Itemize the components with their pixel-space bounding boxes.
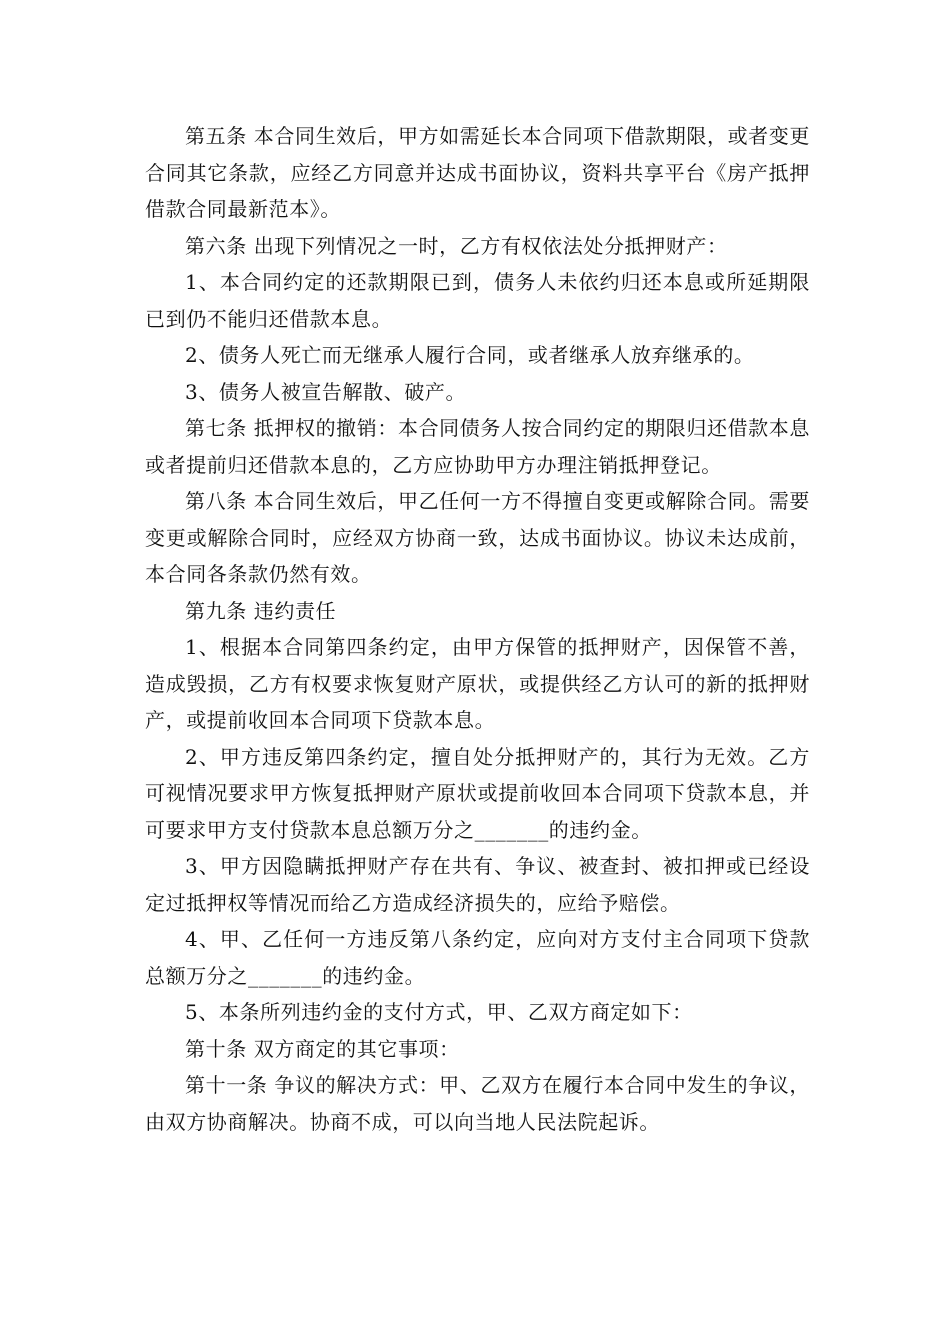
article-9-item-3: 3、甲方因隐瞒抵押财产存在共有、争议、被查封、被扣押或已经设定过抵押权等情况而给乙方造成经济损失的，应给予赔偿。 [145,854,810,915]
article-11-paragraph: 第十一条 争议的解决方式：甲、乙双方在履行本合同中发生的争议，由双方协商解决。协商不成，可以向当地人民法院起诉。 [145,1073,810,1134]
article-7-paragraph: 第七条 抵押权的撤销：本合同债务人按合同约定的期限归还借款本息或者提前归还借款本息的，乙方应协助甲方办理注销抵押登记。 [145,416,810,477]
article-5-paragraph: 第五条 本合同生效后，甲方如需延长本合同项下借款期限，或者变更合同其它条款，应经乙方同意并达成书面协议，资料共享平台《房产抵押借款合同最新范本》。 [145,124,810,221]
article-10-paragraph: 第十条 双方商定的其它事项： [185,1036,460,1061]
article-9-item-5: 5、本条所列违约金的支付方式，甲、乙双方商定如下： [185,1000,693,1024]
article-9-item-1: 1、根据本合同第四条约定，由甲方保管的抵押财产，因保管不善，造成毁损，乙方有权要求恢复财产原状，或提供经乙方认可的新的抵押财产，或提前收回本合同项下贷款本息。 [145,635,810,732]
article-9-item-2: 2、甲方违反第四条约定，擅自处分抵押财产的，其行为无效。乙方可视情况要求甲方恢复抵押财产原状或提前收回本合同项下贷款本息，并可要求甲方支付贷款本息总额万分之_______的违约金。 [145,744,810,842]
article-6-item-1: 1、本合同约定的还款期限已到，债务人未依约归还本息或所延期限已到仍不能归还借款本息。 [145,270,810,331]
article-6-item-2: 2、债务人死亡而无继承人履行合同，或者继承人放弃继承的。 [185,343,755,367]
article-6-item-3: 3、债务人被宣告解散、破产。 [185,379,467,404]
article-9-heading: 第九条 违约责任 [185,598,337,623]
article-6-paragraph: 第六条 出现下列情况之一时，乙方有权依法处分抵押财产： [185,233,728,258]
document-body [145,118,810,1140]
article-8-paragraph: 第八条 本合同生效后，甲乙任何一方不得擅自变更或解除合同。需要变更或解除合同时，应经双方协商一致，达成书面协议。协议未达成前，本合同各条款仍然有效。 [145,489,810,586]
article-9-item-4: 4、甲、乙任何一方违反第八条约定，应向对方支付主合同项下贷款总额万分之_______的违约金。 [145,927,810,988]
